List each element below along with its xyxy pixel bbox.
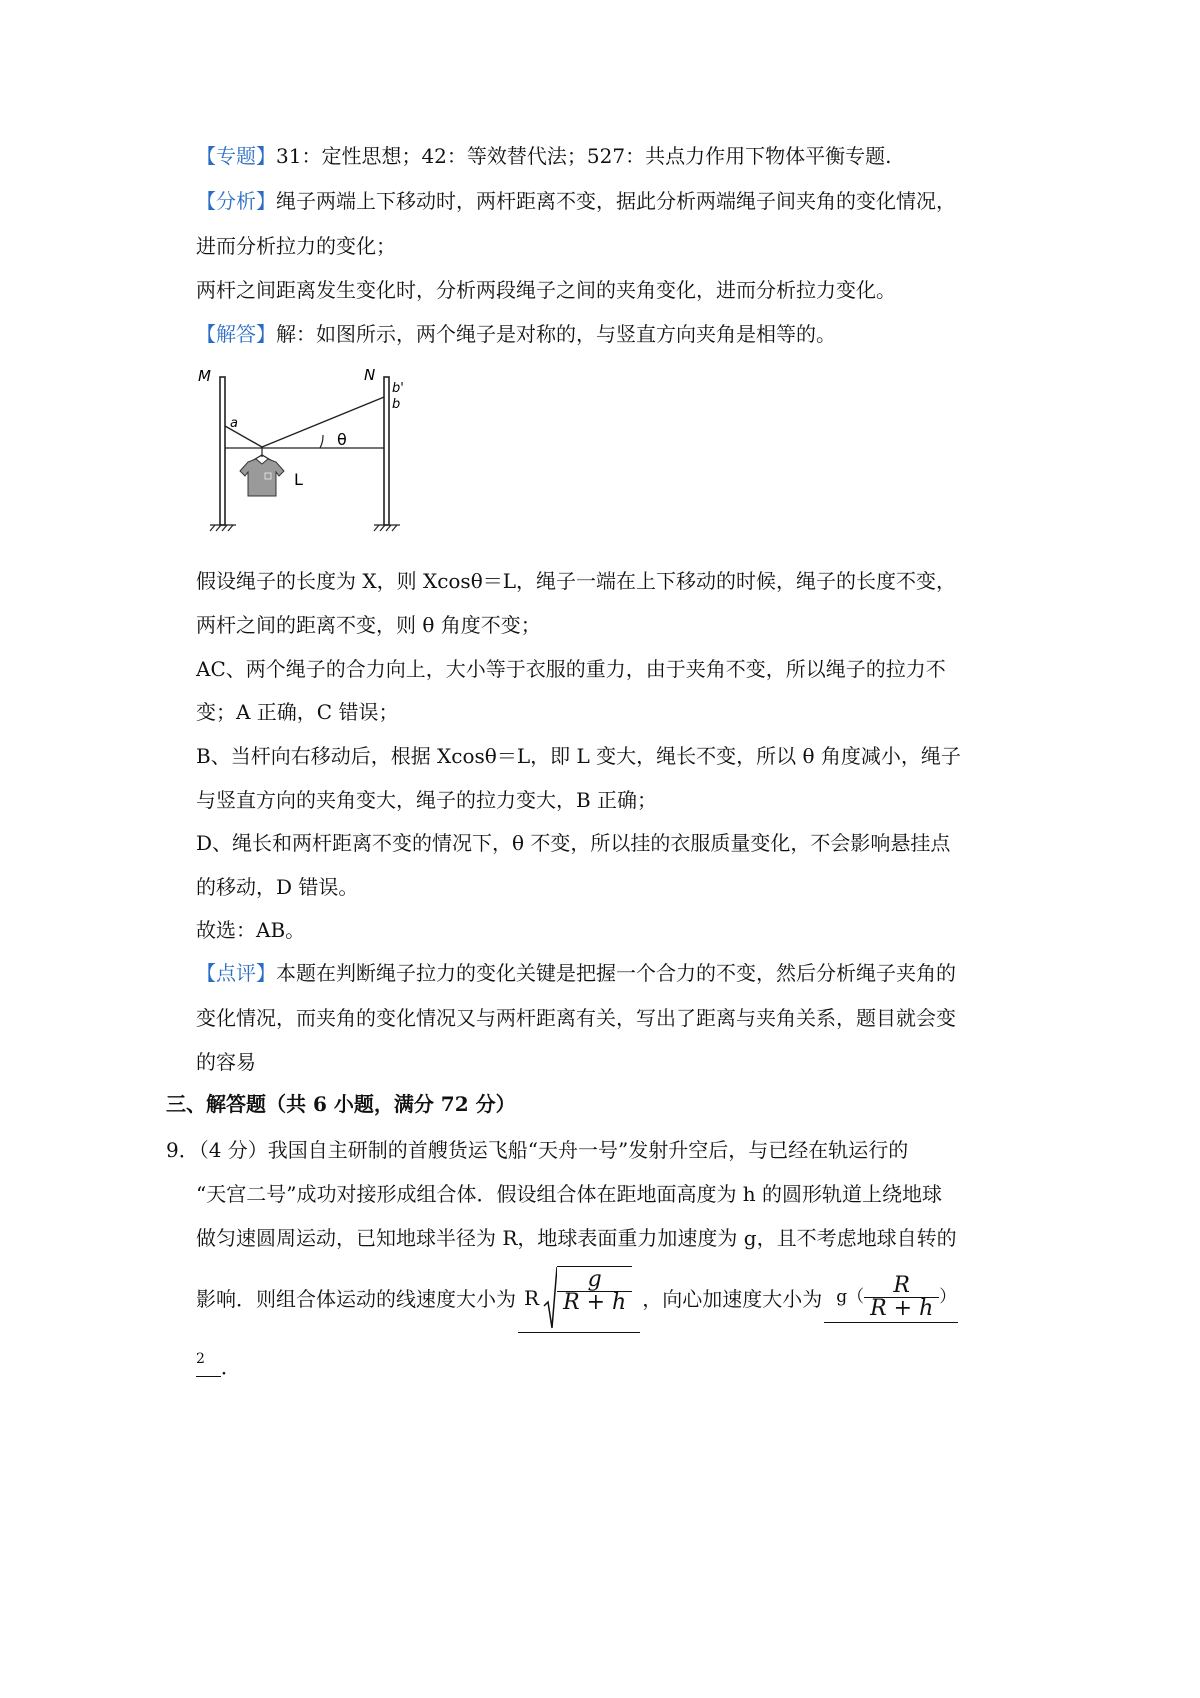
acceleration-numerator: R — [864, 1275, 939, 1298]
label-theta: θ — [337, 430, 347, 449]
label-M: M — [198, 367, 211, 385]
solution-intro: 解：如图所示，两个绳子是对称的，与竖直方向夹角是相等的。 — [276, 322, 836, 346]
acceleration-denominator: R + h — [870, 1296, 934, 1321]
analysis-tag: 【分析】 — [196, 189, 276, 213]
topic-line — [196, 146, 891, 166]
velocity-numerator: g — [557, 1269, 632, 1292]
solution-p3a: B、当杆向右移动后，根据 Xcosθ＝L，即 L 变大，绳长不变，所以 θ 角度减小，绳子 — [196, 744, 961, 768]
label-L: L — [294, 470, 303, 489]
velocity-fraction — [557, 1266, 632, 1330]
q9-line-5 — [196, 1352, 241, 1377]
sqrt-sign — [543, 1266, 557, 1330]
solution-p1a: 假设绳子的长度为 X，则 Xcosθ＝L，绳子一端在上下移动的时候，绳子的长度不变， — [196, 569, 957, 593]
solution-p2a: AC、两个绳子的合力向上，大小等于衣服的重力，由于夹角不变，所以绳子的拉力不 — [196, 657, 946, 681]
solution-p1b: 两杆之间的距离不变，则 θ 角度不变； — [196, 613, 541, 637]
velocity-denominator: R + h — [563, 1289, 627, 1315]
answer-velocity-R: R — [524, 1285, 540, 1310]
q9-line-2: “天宫二号”成功对接形成组合体．假设组合体在距地面高度为 h 的圆形轨道上绕地球 — [196, 1182, 943, 1206]
solution-p2b: 变；A 正确，C 错误； — [196, 700, 399, 724]
comment-line-1 — [196, 963, 956, 983]
solution-p3b: 与竖直方向的夹角变大，绳子的拉力变大，B 正确； — [196, 788, 658, 812]
topic-tag: 【专题】 — [196, 144, 276, 168]
q9-end: ． — [220, 1355, 241, 1379]
label-b-prime: b' — [392, 381, 404, 396]
acceleration-fraction — [864, 1275, 939, 1320]
answer-blank-velocity — [518, 1266, 640, 1333]
q9-line-4 — [196, 1264, 958, 1334]
q9-line-3: 做匀速圆周运动，已知地球半径为 R，地球表面重力加速度为 g，且不考虑地球自转的 — [196, 1226, 957, 1250]
comment-text-1: 本题在判断绳子拉力的变化关键是把握一个合力的不变，然后分析绳子夹角的 — [276, 961, 956, 985]
ground-left — [210, 525, 236, 531]
solution-p4a: D、绳长和两杆距离不变的情况下，θ 不变，所以挂的衣服质量变化，不会影响悬挂点 — [196, 831, 951, 855]
analysis-line-1 — [196, 191, 956, 211]
comment-tag: 【点评】 — [196, 961, 276, 985]
right-pole — [384, 377, 389, 525]
section-heading: 三、解答题（共 6 小题，满分 72 分） — [166, 1092, 516, 1116]
label-N: N — [364, 366, 376, 384]
label-a: a — [230, 416, 238, 431]
shirt-icon — [240, 459, 284, 496]
ground-right — [374, 525, 400, 531]
answer-acc-exponent: 2 — [196, 1352, 221, 1377]
comment-line-3: 的容易 — [196, 1050, 256, 1074]
label-b: b — [392, 397, 401, 412]
analysis-text-1: 绳子两端上下移动时，两杆距离不变，据此分析两端绳子间夹角的变化情况， — [276, 189, 956, 213]
angle-arc — [320, 435, 323, 448]
solution-intro-line — [196, 324, 836, 344]
q9-line-1: 9．（4 分）我国自主研制的首艘货运飞船“天舟一号”发射升空后，与已经在轨运行的 — [166, 1138, 909, 1162]
answer-acc-g: g（ — [836, 1287, 865, 1307]
solution-choice: 故选：AB。 — [196, 918, 306, 942]
left-pole — [220, 377, 225, 525]
solution-p4b: 的移动，D 错误。 — [196, 875, 359, 899]
q9-line-4-mid: ，向心加速度大小为 — [642, 1287, 823, 1311]
answer-acc-close: ） — [939, 1287, 957, 1307]
sqrt-expression — [543, 1266, 632, 1330]
analysis-line-3: 两杆之间距离发生变化时，分析两段绳子之间的夹角变化，进而分析拉力变化。 — [196, 278, 896, 302]
answer-blank-acceleration — [824, 1275, 958, 1323]
clothesline-figure — [190, 363, 420, 543]
analysis-line-2: 进而分析拉力的变化； — [196, 234, 396, 258]
solution-tag: 【解答】 — [196, 322, 276, 346]
topic-text: 31：定性思想；42：等效替代法；527：共点力作用下物体平衡专题. — [276, 144, 892, 168]
q9-line-4-pre: 影响．则组合体运动的线速度大小为 — [196, 1287, 516, 1311]
comment-line-2: 变化情况，而夹角的变化情况又与两杆距离有关，写出了距离与夹角关系，题目就会变 — [196, 1006, 956, 1030]
